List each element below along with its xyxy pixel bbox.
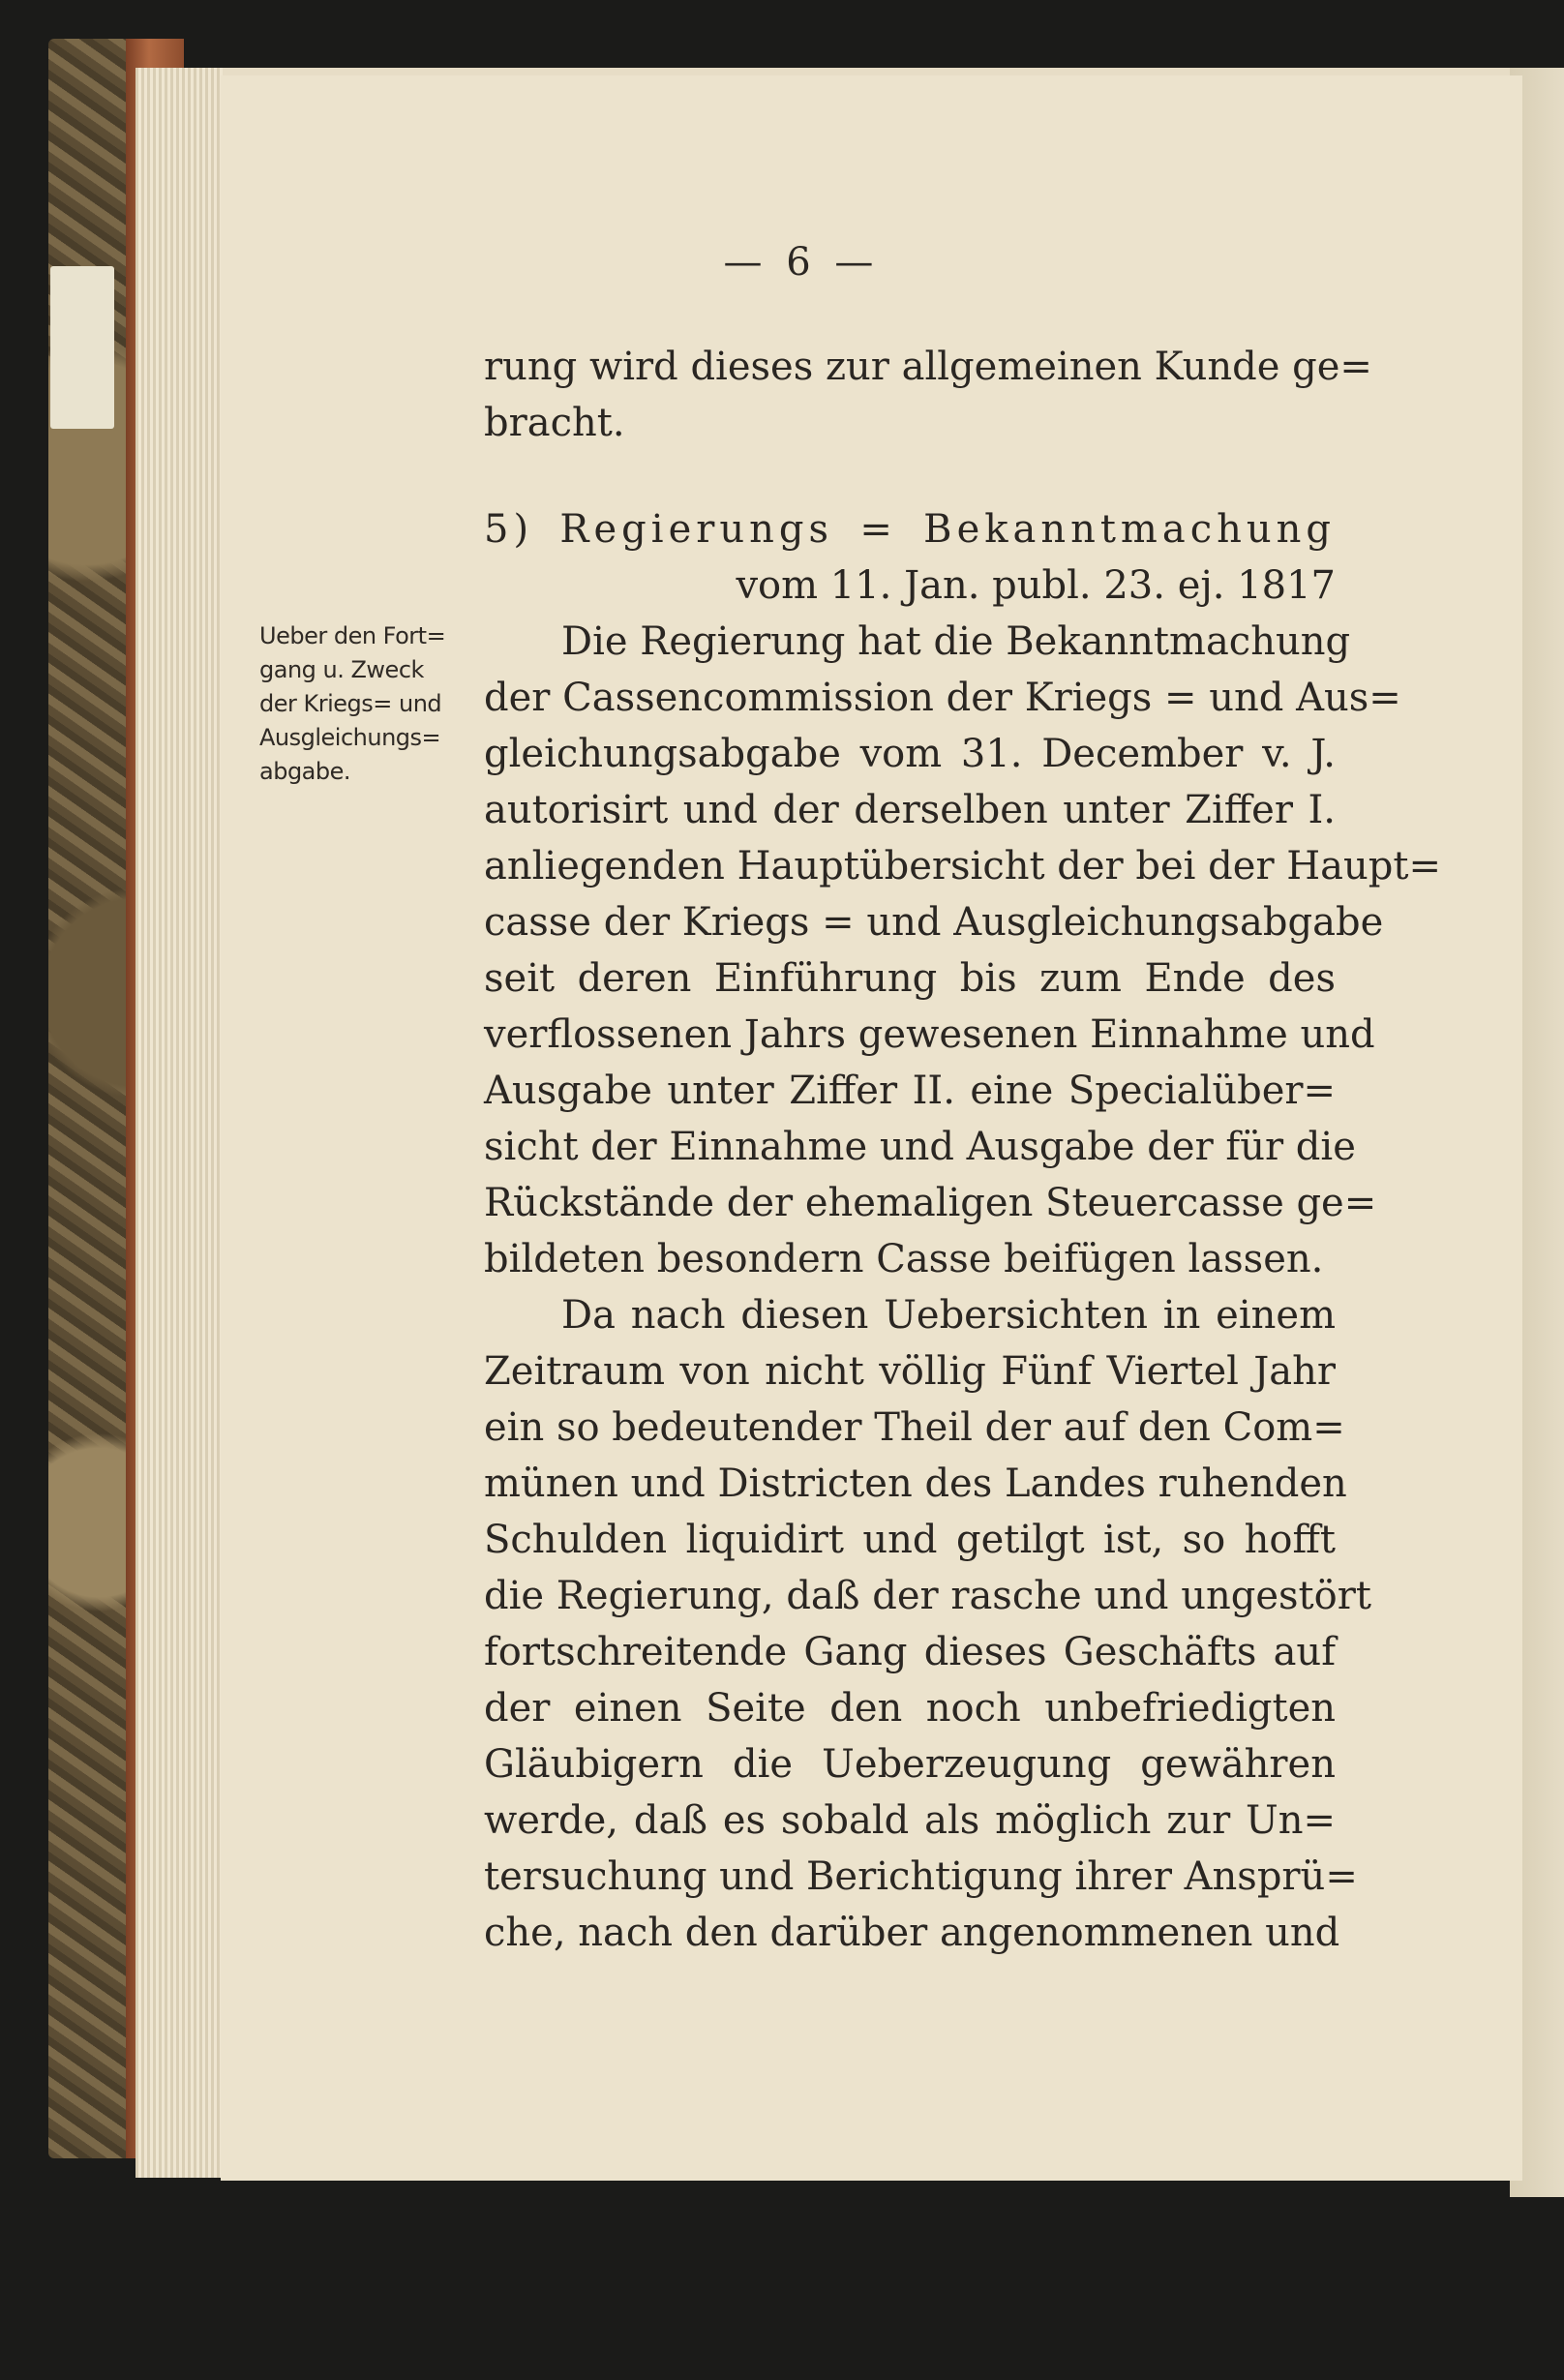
section-subheading: vom 11. Jan. publ. 23. ej. 1817 <box>736 563 1336 608</box>
marginal-line: gang u. Zweck <box>259 656 424 683</box>
text-line: der einen Seite den noch unbefriedigten <box>484 1686 1336 1731</box>
text-line: Ausgabe unter Ziffer II. eine Specialüber= <box>484 1069 1336 1113</box>
text-line: autorisirt und der derselben unter Ziffer I. <box>484 788 1336 832</box>
text-line: Schulden liquidirt und getilgt ist, so hofft <box>484 1518 1336 1562</box>
text-line: che, nach den darüber angenommenen und <box>484 1911 1340 1955</box>
text-line: der Cassencommission der Kriegs = und Aus= <box>484 676 1401 720</box>
page-number: — 6 — <box>723 240 880 285</box>
text-line: ein so bedeutender Theil der auf den Com= <box>484 1405 1345 1450</box>
marginal-line: Ueber den Fort= <box>259 622 446 649</box>
text-line: Da nach diesen Uebersichten in einem <box>561 1293 1336 1338</box>
text-line: sicht der Einnahme und Ausgabe der für die <box>484 1125 1356 1169</box>
marginal-line: der Kriegs= und <box>259 690 442 717</box>
text-line: fortschreitende Gang dieses Geschäfts auf <box>484 1630 1336 1674</box>
text-line: tersuchung und Berichtigung ihrer Ansprü= <box>484 1854 1358 1899</box>
text-line: gleichungsabgabe vom 31. December v. J. <box>484 732 1336 776</box>
text-line: anliegenden Hauptübersicht der bei der Haupt= <box>484 844 1441 889</box>
text-line: werde, daß es sobald als möglich zur Un= <box>484 1798 1336 1843</box>
text-line: bildeten besondern Casse beifügen lassen. <box>484 1237 1324 1281</box>
text-line: Zeitraum von nicht völlig Fünf Viertel Jahr <box>484 1349 1336 1394</box>
marginal-line: abgabe. <box>259 758 351 785</box>
text-line: rung wird dieses zur allgemeinen Kunde ge= <box>484 345 1372 389</box>
text-line: Rückstände der ehemaligen Steuercasse ge= <box>484 1181 1377 1225</box>
text-line: Gläubigern die Ueberzeugung gewähren <box>484 1742 1336 1787</box>
marginal-note <box>259 619 484 789</box>
page-stack <box>135 68 223 2178</box>
section-heading: 5) Regierungs = Bekanntmachung <box>484 507 1336 552</box>
text-line: seit deren Einführung bis zum Ende des <box>484 956 1336 1001</box>
bookmark-strip <box>50 266 114 429</box>
text-line: bracht. <box>484 401 625 445</box>
main-text <box>484 339 1441 1961</box>
text-line: münen und Districten des Landes ruhenden <box>484 1461 1347 1506</box>
text-line: casse der Kriegs = und Ausgleichungsabgabe <box>484 900 1384 945</box>
marginal-line: Ausgleichungs= <box>259 724 441 751</box>
text-line: verflossenen Jahrs gewesenen Einnahme und <box>484 1012 1375 1057</box>
text-line: die Regierung, daß der rasche und ungestört <box>484 1574 1371 1618</box>
text-line: Die Regierung hat die Bekanntmachung <box>561 619 1351 664</box>
